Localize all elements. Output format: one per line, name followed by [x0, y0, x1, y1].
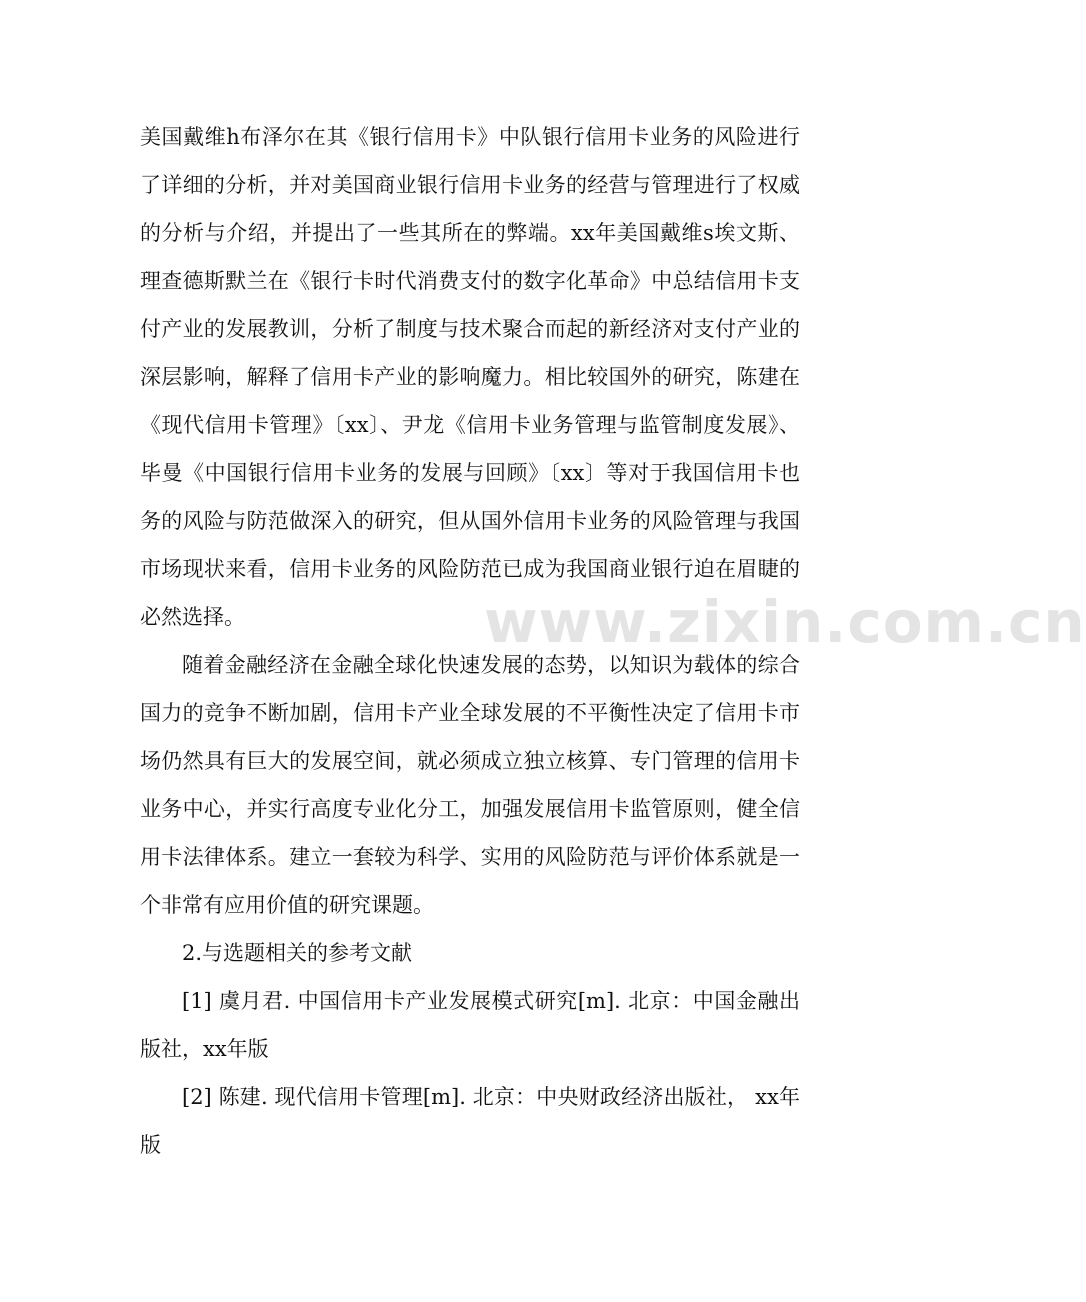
- reference-item: [2] 陈建. 现代信用卡管理[m]. 北京：中央财政经济出版社， xx年版: [140, 1085, 800, 1157]
- reference-item: [1] 虞月君. 中国信用卡产业发展模式研究[m]. 北京：中国金融出版社，xx年版: [140, 989, 800, 1061]
- body-paragraph: 随着金融经济在金融全球化快速发展的态势，以知识为载体的综合国力的竞争不断加剧，信用卡产业全球发展的不平衡性决定了信用卡市场仍然具有巨大的发展空间，就必须成立独立核算、专门管理的信用卡业务中心，并实行高度专业化分工，加强发展信用卡监管原则，健全信用卡法律体系。建立一套较为科学、实用的风险防范与评价体系就是一个非常有应用价值的研究课题。: [140, 653, 800, 917]
- body-paragraph: 美国戴维h布泽尔在其《银行信用卡》中队银行信用卡业务的风险进行了详细的分析，并对美国商业银行信用卡业务的经营与管理进行了权威的分析与介绍，并提出了一些其所在的弊端。xx年美国戴维s埃文斯、理查德斯默兰在《银行卡时代消费支付的数字化革命》中总结信用卡支付产业的发展教训，分析了制度与技术聚合而起的新经济对支付产业的深层影响，解释了信用卡产业的影响魔力。相比较国外的研究，陈建在《现代信用卡管理》〔xx〕、尹龙《信用卡业务管理与监管制度发展》、毕曼《中国银行信用卡业务的发展与回顾》〔xx〕等对于我国信用卡也务的风险与防范做深入的研究，但从国外信用卡业务的风险管理与我国市场现状来看，信用卡业务的风险防范已成为我国商业银行迫在眉睫的必然选择。: [140, 125, 800, 629]
- document-body: [140, 113, 800, 1169]
- watermark: www.zixin.com.cn: [484, 588, 1086, 656]
- section-heading: 2.与选题相关的参考文献: [182, 941, 413, 965]
